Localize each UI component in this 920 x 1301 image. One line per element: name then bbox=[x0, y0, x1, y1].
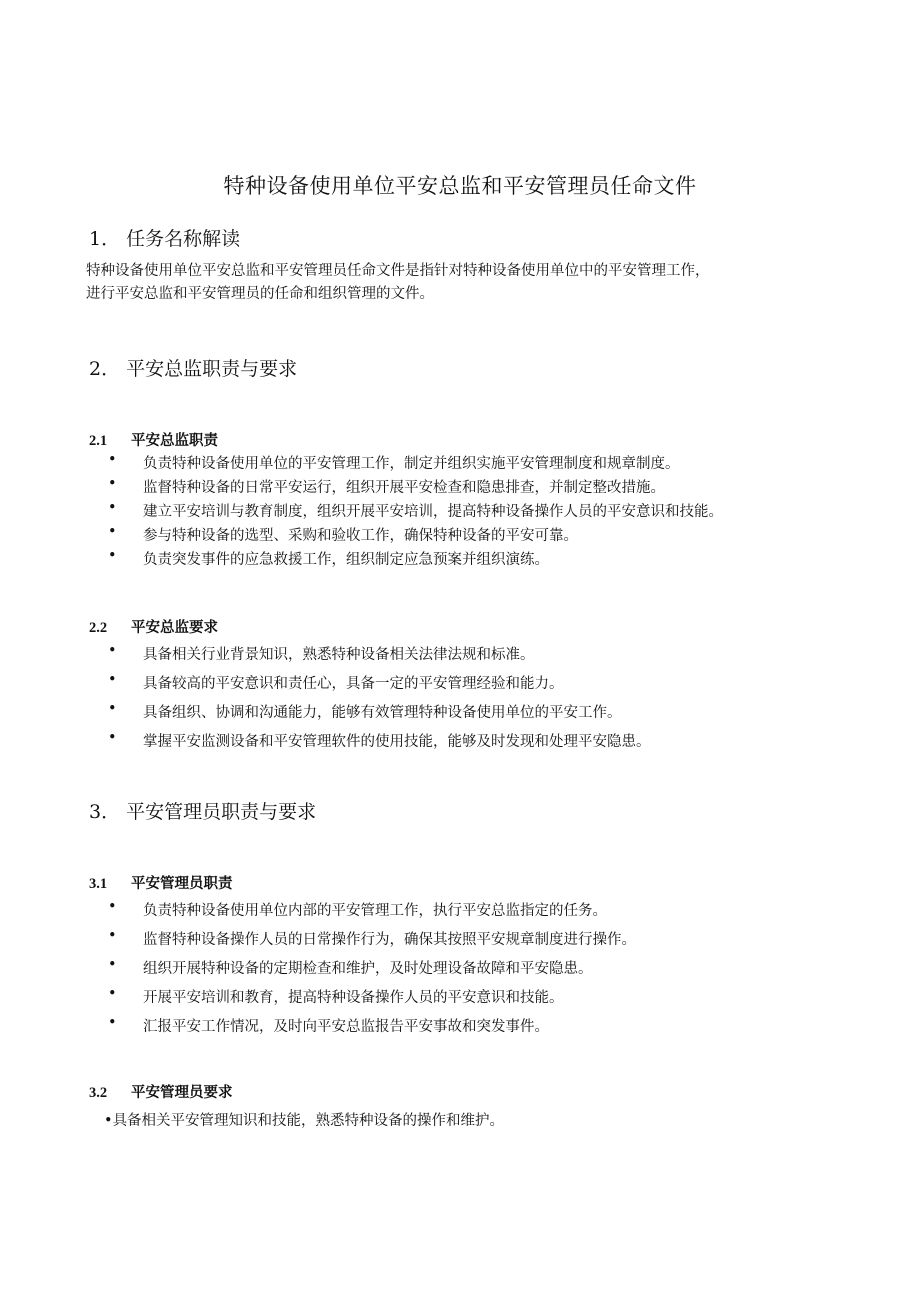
bullet-icon: • bbox=[108, 672, 117, 688]
list-item: • 负责特种设备使用单位的平安管理工作，制定并组织实施平安管理制度和规章制度。 bbox=[108, 452, 680, 472]
subsection-3-2-title: 平安管理员要求 bbox=[131, 1084, 233, 1101]
bullet-icon: • bbox=[108, 701, 117, 717]
subsection-2-1-title: 平安总监职责 bbox=[131, 432, 218, 449]
list-item: • 具备较高的平安意识和责任心，具备一定的平安管理经验和能力。 bbox=[108, 672, 564, 692]
subsection-2-2-title: 平安总监要求 bbox=[131, 619, 218, 636]
subsection-3-1-heading bbox=[89, 872, 233, 893]
bullet-icon: • bbox=[108, 452, 117, 468]
list-item: • 负责特种设备使用单位内部的平安管理工作，执行平安总监指定的任务。 bbox=[108, 899, 607, 919]
list-item: • 汇报平安工作情况，及时向平安总监报告平安事故和突发事件。 bbox=[108, 1015, 549, 1035]
bullet-icon: • bbox=[108, 928, 117, 944]
list-item: • 具备相关行业背景知识，熟悉特种设备相关法律法规和标准。 bbox=[108, 643, 535, 663]
list-2-1 bbox=[0, 452, 920, 572]
bullet-icon: • bbox=[108, 1015, 117, 1031]
subsection-2-1-number: 2.1 bbox=[89, 433, 108, 449]
section-3-title: 平安管理员职责与要求 bbox=[126, 801, 317, 823]
bullet-icon: • bbox=[108, 730, 117, 746]
bullet-icon: • bbox=[108, 957, 117, 973]
list-item: • 开展平安培训和教育，提高特种设备操作人员的平安意识和技能。 bbox=[108, 986, 564, 1006]
paragraph-line-1: 特种设备使用单位平安总监和平安管理员任命文件是指针对特种设备使用单位中的平安管理工作， bbox=[86, 263, 710, 279]
section-1-paragraph bbox=[86, 260, 826, 306]
bullet-icon: • bbox=[104, 1113, 113, 1129]
section-1-title: 任务名称解读 bbox=[126, 228, 241, 250]
list-item: • 监督特种设备的日常平安运行，组织开展平安检查和隐患排查，并制定整改措施。 bbox=[108, 476, 665, 496]
section-2-heading bbox=[89, 354, 297, 381]
page-title: 特种设备使用单位平安总监和平安管理员任命文件 bbox=[223, 174, 697, 198]
list-item: • 监督特种设备操作人员的日常操作行为，确保其按照平安规章制度进行操作。 bbox=[108, 928, 636, 948]
subsection-3-2-number: 3.2 bbox=[89, 1085, 108, 1101]
section-1-number: 1． bbox=[89, 228, 121, 250]
bullet-icon: • bbox=[108, 500, 117, 516]
bullet-icon: • bbox=[108, 524, 117, 540]
list-item: • 负责突发事件的应急救援工作，组织制定应急预案并组织演练。 bbox=[108, 548, 549, 568]
list-2-2 bbox=[0, 643, 920, 759]
subsection-3-1-title: 平安管理员职责 bbox=[131, 875, 233, 892]
subsection-2-2-heading bbox=[89, 616, 218, 637]
section-3-number: 3． bbox=[89, 801, 121, 823]
bullet-icon: • bbox=[108, 899, 117, 915]
list-item: • 具备组织、协调和沟通能力，能够有效管理特种设备使用单位的平安工作。 bbox=[108, 701, 622, 721]
list-item: • 组织开展特种设备的定期检查和维护，及时处理设备故障和平安隐患。 bbox=[108, 957, 593, 977]
section-3-heading bbox=[89, 797, 316, 824]
section-2-title: 平安总监职责与要求 bbox=[126, 358, 298, 380]
subsection-2-1-heading bbox=[89, 429, 218, 450]
subsection-2-2-number: 2.2 bbox=[89, 620, 108, 636]
bullet-icon: • bbox=[108, 986, 117, 1002]
bullet-icon: • bbox=[108, 643, 117, 659]
paragraph-line-2: 进行平安总监和平安管理员的任命和组织管理的文件。 bbox=[86, 286, 434, 302]
bullet-icon: • bbox=[108, 548, 117, 564]
list-item: •具备相关平安管理知识和技能，熟悉特种设备的操作和维护。 bbox=[104, 1113, 505, 1129]
subsection-3-2-heading bbox=[89, 1081, 233, 1102]
bullet-icon: • bbox=[108, 476, 117, 492]
list-3-1 bbox=[0, 899, 920, 1044]
subsection-3-1-number: 3.1 bbox=[89, 876, 108, 892]
list-item: • 参与特种设备的选型、采购和验收工作，确保特种设备的平安可靠。 bbox=[108, 524, 578, 544]
section-1-heading bbox=[89, 224, 240, 251]
list-item: • 掌握平安监测设备和平安管理软件的使用技能，能够及时发现和处理平安隐患。 bbox=[108, 730, 651, 750]
list-item: • 建立平安培训与教育制度，组织开展平安培训，提高特种设备操作人员的平安意识和技能。 bbox=[108, 500, 723, 520]
section-2-number: 2． bbox=[89, 358, 121, 380]
